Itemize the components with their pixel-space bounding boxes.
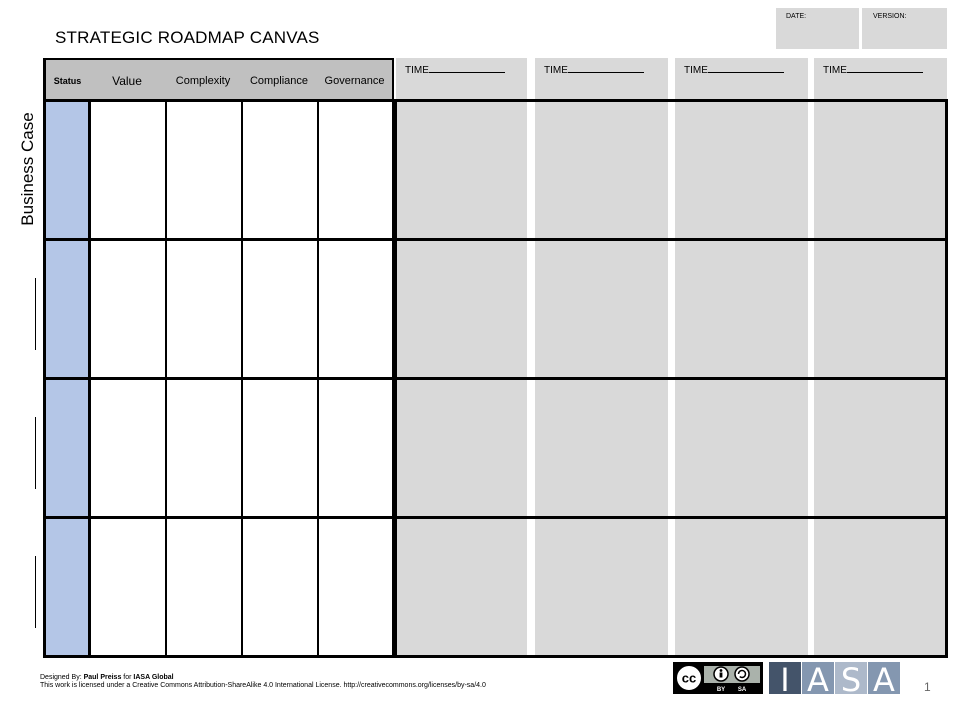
cc-sa-text: SA — [737, 687, 747, 693]
grid-line — [43, 238, 948, 241]
iasa-letter: A — [868, 662, 900, 694]
business-case-text: Business Case — [18, 112, 37, 226]
row-label-line[interactable] — [35, 278, 36, 350]
cc-by-sa-logo — [673, 662, 763, 694]
row-label-line[interactable] — [35, 417, 36, 489]
org-name: IASA Global — [133, 674, 174, 681]
grid-line — [945, 99, 948, 658]
compliance-header: Compliance — [241, 58, 319, 101]
for-text: for — [121, 674, 134, 681]
grid-line — [43, 655, 948, 658]
status-header: Status — [43, 58, 91, 101]
iasa-letter: S — [835, 662, 867, 694]
governance-header: Governance — [317, 58, 394, 101]
complexity-header: Complexity — [165, 58, 243, 101]
cc-by-text: BY — [716, 687, 726, 693]
version-label: VERSION: — [873, 13, 907, 20]
time-header-1[interactable] — [396, 58, 527, 99]
business-case-label — [17, 108, 39, 230]
page-number: 1 — [924, 680, 931, 694]
time-header-2[interactable] — [535, 58, 668, 99]
time-label: TIME — [544, 65, 568, 76]
canvas-title: STRATEGIC ROADMAP CANVAS — [55, 28, 320, 47]
time-header-3[interactable] — [675, 58, 808, 99]
row-label-line[interactable] — [35, 556, 36, 628]
grid-line — [43, 99, 948, 102]
grid-line — [43, 516, 948, 519]
designer-name: Paul Preiss — [83, 674, 122, 681]
date-label: DATE: — [786, 13, 807, 20]
footer-credits — [40, 674, 486, 690]
cc-text: cc — [681, 670, 697, 686]
time-label: TIME — [684, 65, 708, 76]
version-field[interactable] — [862, 8, 947, 49]
iasa-letter: A — [802, 662, 834, 694]
license-text: This work is licensed under a Creative Commons Attribution-ShareAlike 4.0 International License. http://creativecommons.org/licenses/by-sa/4.0 — [40, 682, 486, 689]
time-header-4[interactable] — [814, 58, 947, 99]
grid-line — [43, 377, 948, 380]
grid-line — [394, 99, 397, 658]
cc-icon — [674, 663, 762, 693]
value-header: Value — [89, 58, 167, 101]
iasa-letter: I — [769, 662, 801, 694]
time-label: TIME — [823, 65, 847, 76]
iasa-logo — [769, 661, 901, 699]
date-field[interactable] — [776, 8, 859, 49]
time-label: TIME — [405, 65, 429, 76]
designed-prefix: Designed By: — [40, 674, 84, 681]
